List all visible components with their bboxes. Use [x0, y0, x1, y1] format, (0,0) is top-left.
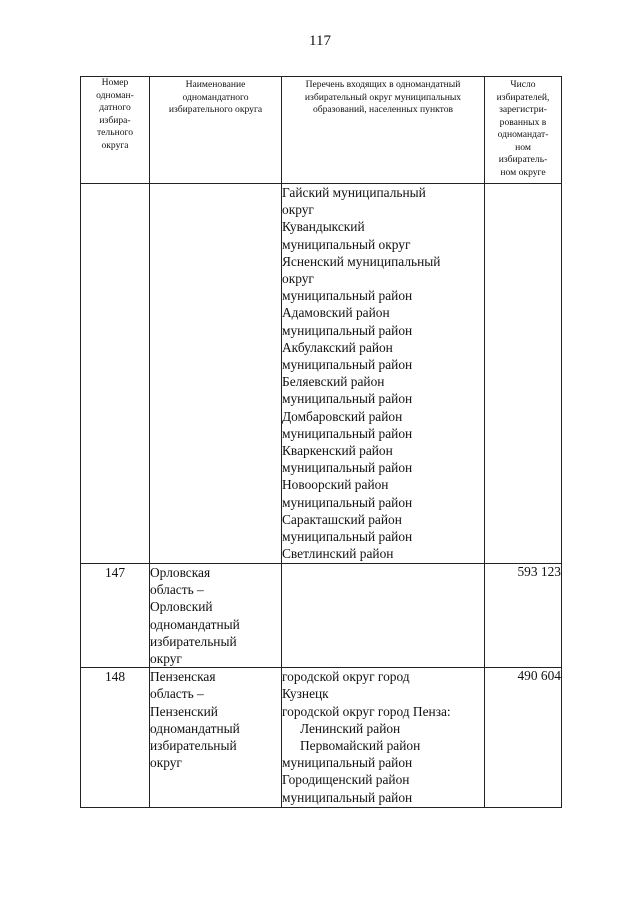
- cell-empty-voters: [485, 184, 562, 564]
- header-line: ном округе: [500, 166, 546, 178]
- district-name-line: Орловская: [150, 565, 211, 580]
- list-item: муниципальный район: [282, 322, 413, 338]
- list-item: муниципальный район: [282, 391, 413, 407]
- list-item: городской округ город Пенза:: [282, 703, 451, 719]
- header-line: одномандатного: [182, 91, 249, 103]
- districts-table: [80, 76, 562, 808]
- cell-municipality-list: [282, 668, 485, 808]
- header-row: [81, 77, 562, 184]
- list-item: округ: [282, 202, 314, 218]
- list-item: муниципальный район: [282, 789, 413, 805]
- district-name-line: одномандатный: [150, 720, 240, 736]
- list-item: Кваркенский район: [282, 443, 393, 459]
- voter-count: 490 604: [485, 668, 562, 808]
- list-item: округ: [282, 271, 314, 287]
- list-item: Городищенский район: [282, 772, 410, 788]
- list-item: Беляевский район: [282, 374, 385, 390]
- district-number: 147: [81, 564, 150, 668]
- list-item: Саракташский район: [282, 511, 402, 527]
- header-line: избиратель-: [498, 154, 548, 165]
- header-line: тельного: [96, 127, 134, 138]
- district-name: [150, 564, 282, 668]
- list-item: Адамовский район: [282, 305, 390, 321]
- voter-count: 593 123: [485, 564, 562, 668]
- header-line: ном: [515, 141, 531, 153]
- header-line: округа: [101, 139, 129, 151]
- district-name-line: область –: [150, 582, 204, 598]
- list-item: Первомайский район: [300, 738, 421, 754]
- list-item: муниципальный район: [282, 460, 413, 476]
- district-name-line: округ: [150, 755, 182, 771]
- district-name: [150, 668, 282, 808]
- page-number: 117: [309, 33, 331, 49]
- list-item: муниципальный округ: [282, 236, 411, 252]
- list-item: муниципальный район: [282, 529, 413, 545]
- list-item: муниципальный район: [282, 494, 413, 510]
- header-line: образований, населенных пунктов: [312, 104, 454, 115]
- header-line: одноман-: [96, 89, 134, 101]
- header-line: избирательный округ муниципальных: [304, 91, 462, 103]
- district-name-line: избирательный: [150, 738, 237, 754]
- header-line: избира-: [99, 114, 131, 126]
- list-item: муниципальный район: [282, 288, 413, 304]
- cell-municipality-list-empty: [282, 564, 485, 668]
- header-line: Наименование: [185, 79, 246, 90]
- list-item: городской округ город: [282, 669, 410, 685]
- cell-empty-region: [150, 184, 282, 564]
- header-line: зарегистри-: [499, 104, 547, 115]
- cell-municipality-list: [282, 184, 485, 564]
- district-name-line: избирательный: [150, 633, 237, 649]
- header-district-name: [150, 77, 282, 184]
- list-item: Кувандыкский: [282, 219, 365, 235]
- header-district-number: [81, 77, 150, 184]
- header-municipalities: [282, 77, 485, 184]
- list-item: муниципальный район: [282, 755, 413, 771]
- header-line: Номер: [101, 77, 129, 88]
- header-line: одномандат-: [497, 129, 549, 140]
- header-line: датного: [99, 102, 131, 113]
- header-line: Перечень входящих в одномандатный: [305, 79, 461, 90]
- header-line: избирателей,: [496, 91, 550, 103]
- district-name-line: область –: [150, 686, 204, 702]
- table-row-147: [81, 564, 562, 668]
- list-item: Домбаровский район: [282, 408, 403, 424]
- list-item: Кузнецк: [282, 686, 329, 702]
- list-item: муниципальный район: [282, 357, 413, 373]
- district-name-line: округ: [150, 651, 182, 667]
- list-item: Ясненский муниципальный: [282, 253, 441, 269]
- district-name-line: Пензенский: [150, 703, 218, 719]
- list-item: Акбулакский район: [282, 339, 393, 355]
- district-number: 148: [81, 668, 150, 808]
- header-line: Число: [510, 79, 536, 90]
- list-item: Новоорский район: [282, 477, 389, 493]
- district-name-line: Орловский: [150, 599, 213, 615]
- list-item: муниципальный район: [282, 425, 413, 441]
- district-name-line: Пензенская: [150, 669, 216, 685]
- district-name-line: одномандатный: [150, 616, 240, 632]
- list-item: Светлинский район: [282, 546, 394, 562]
- table-row-148: [81, 668, 562, 808]
- table-row-continuation: [81, 184, 562, 564]
- header-line: избирательного округа: [168, 104, 263, 115]
- list-item: Ленинский район: [300, 720, 401, 736]
- header-line: рованных в: [499, 116, 547, 128]
- header-voter-count: [485, 77, 562, 184]
- cell-empty-number: [81, 184, 150, 564]
- list-item: Гайский муниципальный: [282, 185, 426, 200]
